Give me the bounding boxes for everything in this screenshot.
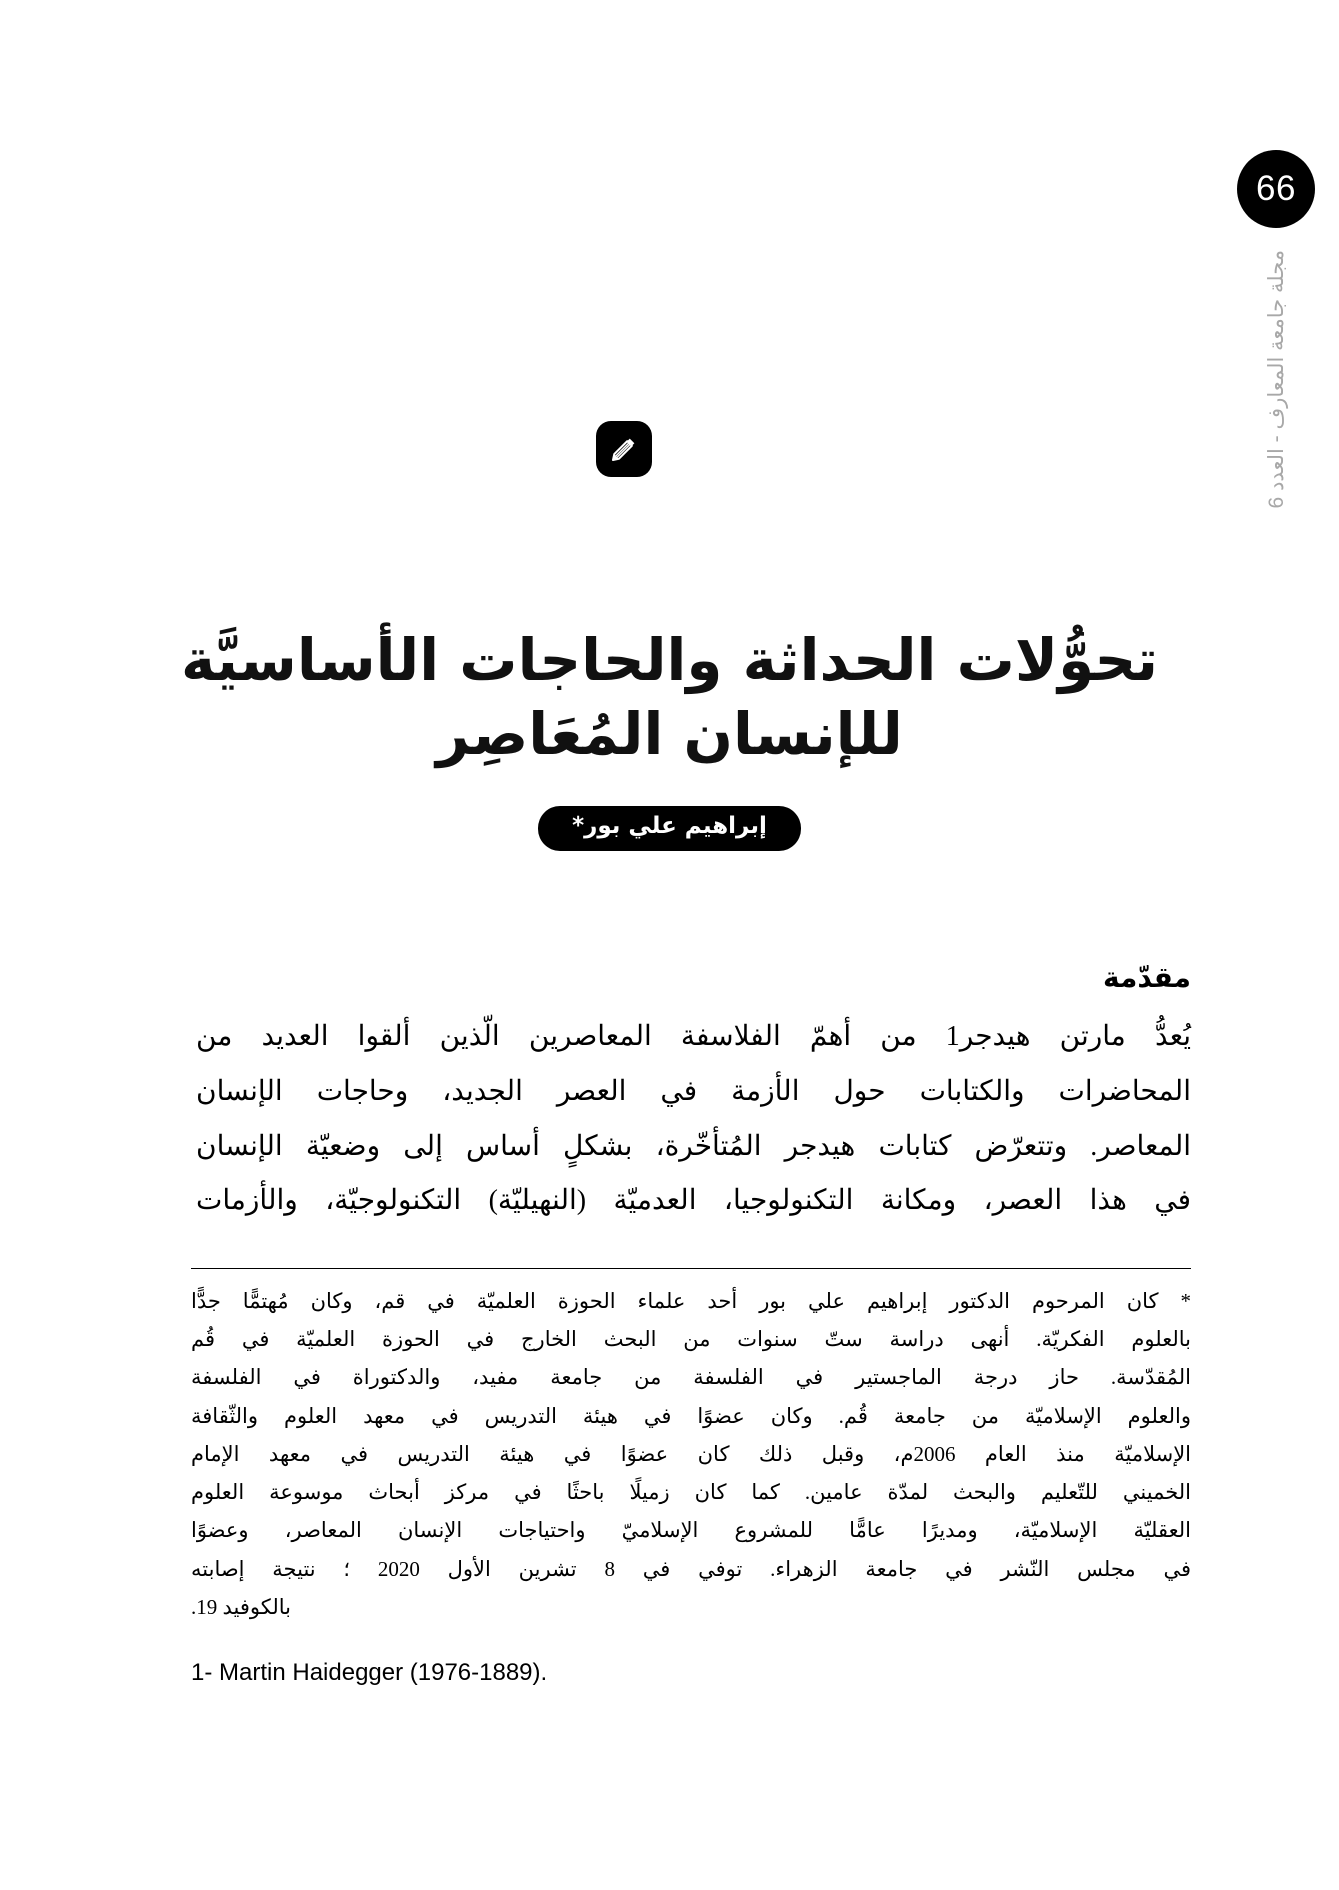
footnote-line: الخميني للتّعليم والبحث لمدّة عامين. كما كان زميلًا باحثًا في مركز أبحاث موسوعة العلوم: [191, 1480, 1191, 1505]
footnote-line: المُقدّسة. حاز درجة الماجستير في الفلسفة من جامعة مفيد، والدكتوراة في الفلسفة: [191, 1365, 1191, 1390]
body-line: في هذا العصر، ومكانة التكنولوجيا، العدميّة (النهيليّة) التكنولوجيّة، والأزمات: [196, 1185, 1191, 1217]
footnote-area: [191, 1282, 1191, 1690]
body-line: المحاضرات والكتابات حول الأزمة في العصر الجديد، وحاجات الإنسان: [196, 1075, 1191, 1107]
footnote-line: بالعلوم الفكريّة. أنهى دراسة ستّ سنوات من البحث الخارج في الحوزة العلميّة في قُم: [191, 1327, 1191, 1352]
footnote-separator: [191, 1268, 1191, 1269]
author-byline: [0, 806, 1339, 851]
section-heading: مقدّمة: [1103, 961, 1191, 994]
intro-paragraph: [196, 1010, 1191, 1228]
article-emblem: [596, 421, 652, 477]
running-head: [1245, 250, 1309, 670]
footnote-line: الإسلاميّة منذ العام 2006م، وقبل ذلك كان عضوًا في هيئة التدريس في معهد الإمام: [191, 1441, 1191, 1466]
body-line: المعاصر. وتتعرّض كتابات هيدجر المُتأخّرة، بشكلٍ أساس إلى وضعيّة الإنسان: [196, 1130, 1192, 1162]
footnote-line: بالكوفيد 19.: [191, 1594, 291, 1619]
footnote-line: * كان المرحوم الدكتور إبراهيم علي بور أحد علماء الحوزة العلميّة في قم، وكان مُهتمًّا جدًّا: [191, 1289, 1191, 1313]
page-title: [0, 623, 1339, 771]
footnote-line: في مجلس النّشر في جامعة الزهراء. توفي في 8 تشرين الأول 2020 ؛ نتيجة إصابته: [191, 1556, 1191, 1581]
pencil-icon: [609, 434, 639, 464]
page-number-text: 66: [1256, 169, 1296, 208]
footnote-line: العقليّة الإسلاميّة، ومديرًا عامًّا للمشروع الإسلاميّ واحتياجات الإنسان المعاصر، وعضوًا: [191, 1518, 1191, 1543]
footnote-reference-1: 1- Martin Haidegger (1976-1889).: [191, 1658, 548, 1686]
title-line-2: للإنسان المُعَاصِر: [436, 700, 903, 769]
footnote-author-bio: [191, 1282, 1191, 1626]
body-column: [196, 960, 1191, 1229]
author-name-pill: إبراهيم علي بور*: [538, 806, 801, 851]
page-number-badge: [1237, 150, 1315, 228]
running-head-text: مجلة جامعة المعارف - العدد 6: [1265, 250, 1288, 509]
body-line: يُعدُّ مارتن هيدجر1 من أهمّ الفلاسفة المعاصرين الّذين ألقوا العديد من: [196, 1021, 1191, 1053]
title-line-1: تحوُّلات الحداثة والحاجات الأساسيَّة: [180, 625, 1159, 694]
footnote-line: والعلوم الإسلاميّة من جامعة قُم. وكان عضوًا في هيئة التدريس في معهد العلوم والثّقافة: [191, 1403, 1191, 1428]
